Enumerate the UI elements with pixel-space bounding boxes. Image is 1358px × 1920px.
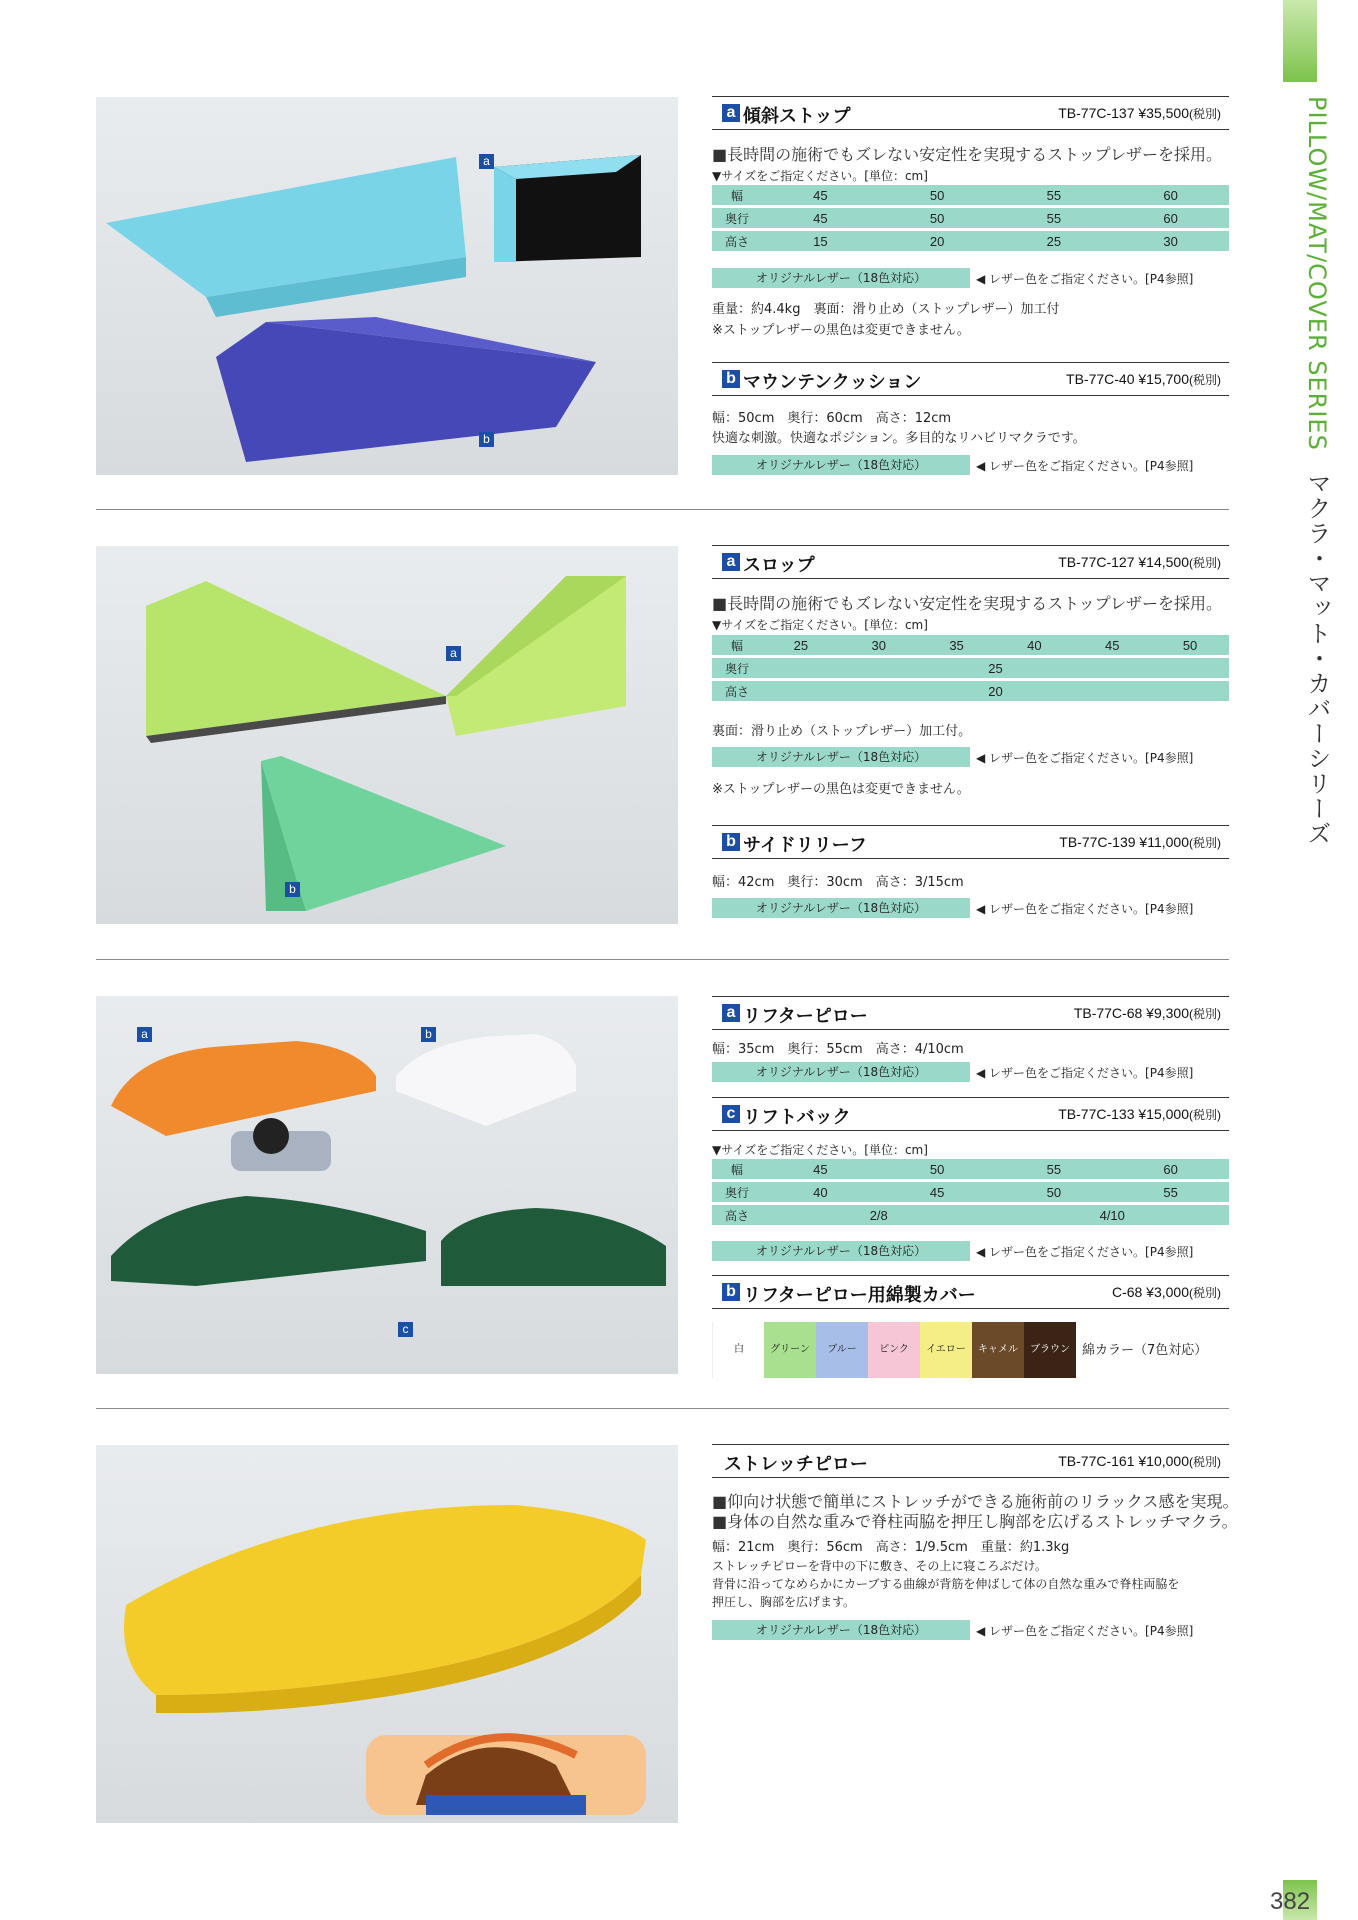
table-row-label: 幅 [712,1159,762,1179]
product-name: リフトバック [743,1107,851,1128]
table-cell: 20 [879,231,996,251]
leather-note: ◀ レザー色をご指定ください。[P4参照] [976,1624,1194,1638]
table-cell: 2/8 [762,1205,996,1225]
table-cell: 45 [762,208,879,228]
leather-option [712,1062,1229,1082]
leather-option [712,747,1229,767]
product-note: 押圧し、胸部を広げます。 [712,1595,856,1609]
product-badge: a [722,104,740,122]
product-price [1059,834,1221,851]
product-note: 快適な刺激。快適なポジション。多目的なリハビリマクラです。 [712,431,1086,446]
tax-note: (税別) [1189,1455,1221,1469]
product-badge: c [722,1105,740,1123]
product-price [1066,371,1221,388]
table-cell: 25 [762,658,1229,678]
cotton-color-swatches [712,1322,1072,1378]
table-cell: 55 [1112,1182,1229,1202]
product-price [1058,105,1221,122]
photo-tag-a: a [137,1027,152,1042]
photo-tag-c: c [398,1322,413,1337]
table-cell: 45 [762,185,879,205]
table-cell: 50 [879,208,996,228]
leather-note: ◀ レザー色をご指定ください。[P4参照] [976,459,1194,473]
section-divider [96,1408,1229,1409]
product-illustration [96,546,678,924]
table-cell: 45 [1073,635,1151,655]
product-name: マウンテンクッション [743,372,922,393]
product-photo-tilt-stop-mountain [96,97,678,475]
table-cell: 50 [1151,635,1229,655]
color-swatch: ピンク [868,1322,920,1378]
table-row-label: 奥行 [712,1182,762,1202]
leather-option [712,455,1229,475]
table-cell: 45 [879,1182,996,1202]
leather-label: オリジナルレザー（18色対応） [712,1620,970,1640]
table-cell: 60 [1112,185,1229,205]
color-swatch: キャメル [972,1322,1024,1378]
product-price [1112,1284,1221,1301]
product-code-price: TB-77C-68 ¥9,300 [1073,1005,1189,1021]
leather-option [712,1241,1229,1261]
product-note: 幅：42cm 奥行：30cm 高さ：3/15cm [712,875,964,890]
product-code-price: TB-77C-133 ¥15,000 [1058,1106,1189,1122]
product-badge: b [722,370,740,388]
product-code-price: TB-77C-161 ¥10,000 [1058,1453,1189,1469]
photo-tag-a: a [479,154,494,169]
swatch-note: 綿カラー（7色対応） [1082,1343,1208,1358]
table-row [712,208,1229,228]
table-cell: 25 [996,231,1113,251]
table-cell: 50 [879,1159,996,1179]
table-cell: 4/10 [996,1205,1230,1225]
size-note: ▼サイズをご指定ください。[単位：cm] [712,169,928,183]
table-row [712,658,1229,678]
tax-note: (税別) [1189,373,1221,387]
table-row-label: 幅 [712,635,762,655]
table-row [712,1205,1229,1225]
product-header-lifter-pillow [712,996,1229,1030]
tax-note: (税別) [1189,836,1221,850]
size-table-tilt-stop [712,182,1229,254]
table-row [712,681,1229,701]
product-photo-stretch-pillow [96,1445,678,1823]
product-note: ※ストップレザーの黒色は変更できません。 [712,782,970,797]
product-note: 幅：21cm 奥行：56cm 高さ：1/9.5cm 重量：約1.3kg [712,1540,1070,1555]
table-cell: 55 [996,208,1113,228]
size-note: ▼サイズをご指定ください。[単位：cm] [712,618,928,632]
leather-option [712,898,1229,918]
table-cell: 55 [996,185,1113,205]
product-code-price: TB-77C-137 ¥35,500 [1058,105,1189,121]
table-cell: 35 [918,635,996,655]
product-code-price: C-68 ¥3,000 [1111,1284,1189,1300]
product-note: ※ストップレザーの黒色は変更できません。 [712,323,970,338]
leather-note: ◀ レザー色をご指定ください。[P4参照] [976,751,1194,765]
product-header-lift-back [712,1097,1229,1131]
table-row [712,185,1229,205]
leather-option [712,1620,1229,1640]
series-title-en: PILLOW/MAT/COVER SERIES [1303,96,1331,451]
product-name: サイドリリーフ [743,835,867,856]
product-price [1058,554,1221,571]
product-lead: ■身体の自然な重みで脊柱両脇を押圧し胸部を広げるストレッチマクラ。 [712,1512,1238,1531]
product-name: リフターピロー [743,1006,868,1027]
leather-label: オリジナルレザー（18色対応） [712,268,970,288]
leather-note: ◀ レザー色をご指定ください。[P4参照] [976,902,1194,916]
leather-label: オリジナルレザー（18色対応） [712,747,970,767]
table-cell: 55 [996,1159,1113,1179]
table-row [712,1182,1229,1202]
product-header-stretch-pillow [712,1444,1229,1478]
product-illustration [96,1445,678,1823]
product-note: 幅：35cm 奥行：55cm 高さ：4/10cm [712,1042,964,1057]
table-cell: 40 [995,635,1073,655]
table-cell: 60 [1112,208,1229,228]
section-divider [96,959,1229,960]
tax-note: (税別) [1189,1286,1221,1300]
table-cell: 50 [879,185,996,205]
tax-note: (税別) [1189,1108,1221,1122]
leather-label: オリジナルレザー（18色対応） [712,898,970,918]
side-color-bar-top [1283,0,1317,82]
leather-note: ◀ レザー色をご指定ください。[P4参照] [976,1245,1194,1259]
product-price [1058,1106,1221,1123]
product-header-side-relief [712,825,1229,859]
product-lead: ■仰向け状態で簡単にストレッチができる施術前のリラックス感を実現。 [712,1492,1239,1511]
product-price [1074,1005,1221,1022]
photo-tag-b: b [421,1027,436,1042]
table-row-label: 奥行 [712,658,762,678]
leather-note: ◀ レザー色をご指定ください。[P4参照] [976,272,1194,286]
product-note: 背骨に沿ってなめらかにカーブする曲線が背筋を伸ばして体の自然な重みで脊柱両脇を [712,1577,1180,1591]
color-swatch: 白 [712,1322,765,1378]
table-row-label: 幅 [712,185,762,205]
product-photo-slop-side-relief [96,546,678,924]
product-note: 裏面：滑り止め（ストップレザー）加工付。 [712,724,972,739]
product-header-cotton-cover [712,1275,1229,1309]
table-row-label: 高さ [712,681,762,701]
product-note: 幅：50cm 奥行：60cm 高さ：12cm [712,411,952,426]
color-swatch: ブラウン [1024,1322,1076,1378]
product-badge: b [722,1283,740,1301]
product-badge: a [722,553,740,571]
color-swatch: ブルー [816,1322,868,1378]
color-swatch: グリーン [764,1322,816,1378]
product-code-price: TB-77C-127 ¥14,500 [1058,554,1189,570]
size-table-slop [712,632,1229,704]
table-row [712,231,1229,251]
section-divider [96,509,1229,510]
tax-note: (税別) [1189,107,1221,121]
series-title [1275,96,1335,856]
product-lead: ■長時間の施術でもズレない安定性を実現するストップレザーを採用。 [712,145,1222,164]
product-note: 重量：約4.4kg 裏面：滑り止め（ストップレザー）加工付 [712,302,1060,317]
table-row-label: 高さ [712,231,762,251]
tax-note: (税別) [1189,1007,1221,1021]
product-code-price: TB-77C-40 ¥15,700 [1066,371,1189,387]
product-illustration [96,996,678,1374]
table-row-label: 高さ [712,1205,762,1225]
table-cell: 25 [762,635,840,655]
product-name: ストレッチピロー [724,1454,868,1475]
table-cell: 30 [1112,231,1229,251]
table-cell: 45 [762,1159,879,1179]
page-number: 382 [1270,1888,1311,1915]
leather-label: オリジナルレザー（18色対応） [712,455,970,475]
table-row [712,1159,1229,1179]
table-cell: 40 [762,1182,879,1202]
product-name: 傾斜ストップ [743,106,851,127]
product-lead: ■長時間の施術でもズレない安定性を実現するストップレザーを採用。 [712,594,1222,613]
product-name: リフターピロー用綿製カバー [743,1285,976,1306]
leather-note: ◀ レザー色をご指定ください。[P4参照] [976,1066,1194,1080]
size-table-lift-back [712,1156,1229,1228]
product-code-price: TB-77C-139 ¥11,000 [1059,834,1189,850]
table-cell: 30 [840,635,918,655]
photo-tag-b: b [285,882,300,897]
leather-label: オリジナルレザー（18色対応） [712,1062,970,1082]
product-header-mountain-cushion [712,362,1229,396]
table-cell: 20 [762,681,1229,701]
product-badge: b [722,833,740,851]
table-cell: 15 [762,231,879,251]
tax-note: (税別) [1189,556,1221,570]
color-swatch: イエロー [920,1322,972,1378]
product-header-tilt-stop [712,96,1229,130]
table-row [712,635,1229,655]
product-illustration [96,97,678,475]
table-cell: 60 [1112,1159,1229,1179]
series-title-jp: マクラ・マット・カバーシリーズ [1303,471,1331,847]
product-name: スロップ [743,555,815,576]
photo-tag-a: a [446,646,461,661]
table-cell: 50 [996,1182,1113,1202]
product-note: ストレッチピローを背中の下に敷き、その上に寝ころぶだけ。 [712,1559,1047,1573]
leather-option [712,268,1229,288]
product-price [1058,1453,1221,1470]
size-note: ▼サイズをご指定ください。[単位：cm] [712,1143,928,1157]
product-photo-lifter-pillow [96,996,678,1374]
table-row-label: 奥行 [712,208,762,228]
photo-tag-b: b [479,432,494,447]
product-badge: a [722,1004,740,1022]
leather-label: オリジナルレザー（18色対応） [712,1241,970,1261]
product-header-slop [712,545,1229,579]
